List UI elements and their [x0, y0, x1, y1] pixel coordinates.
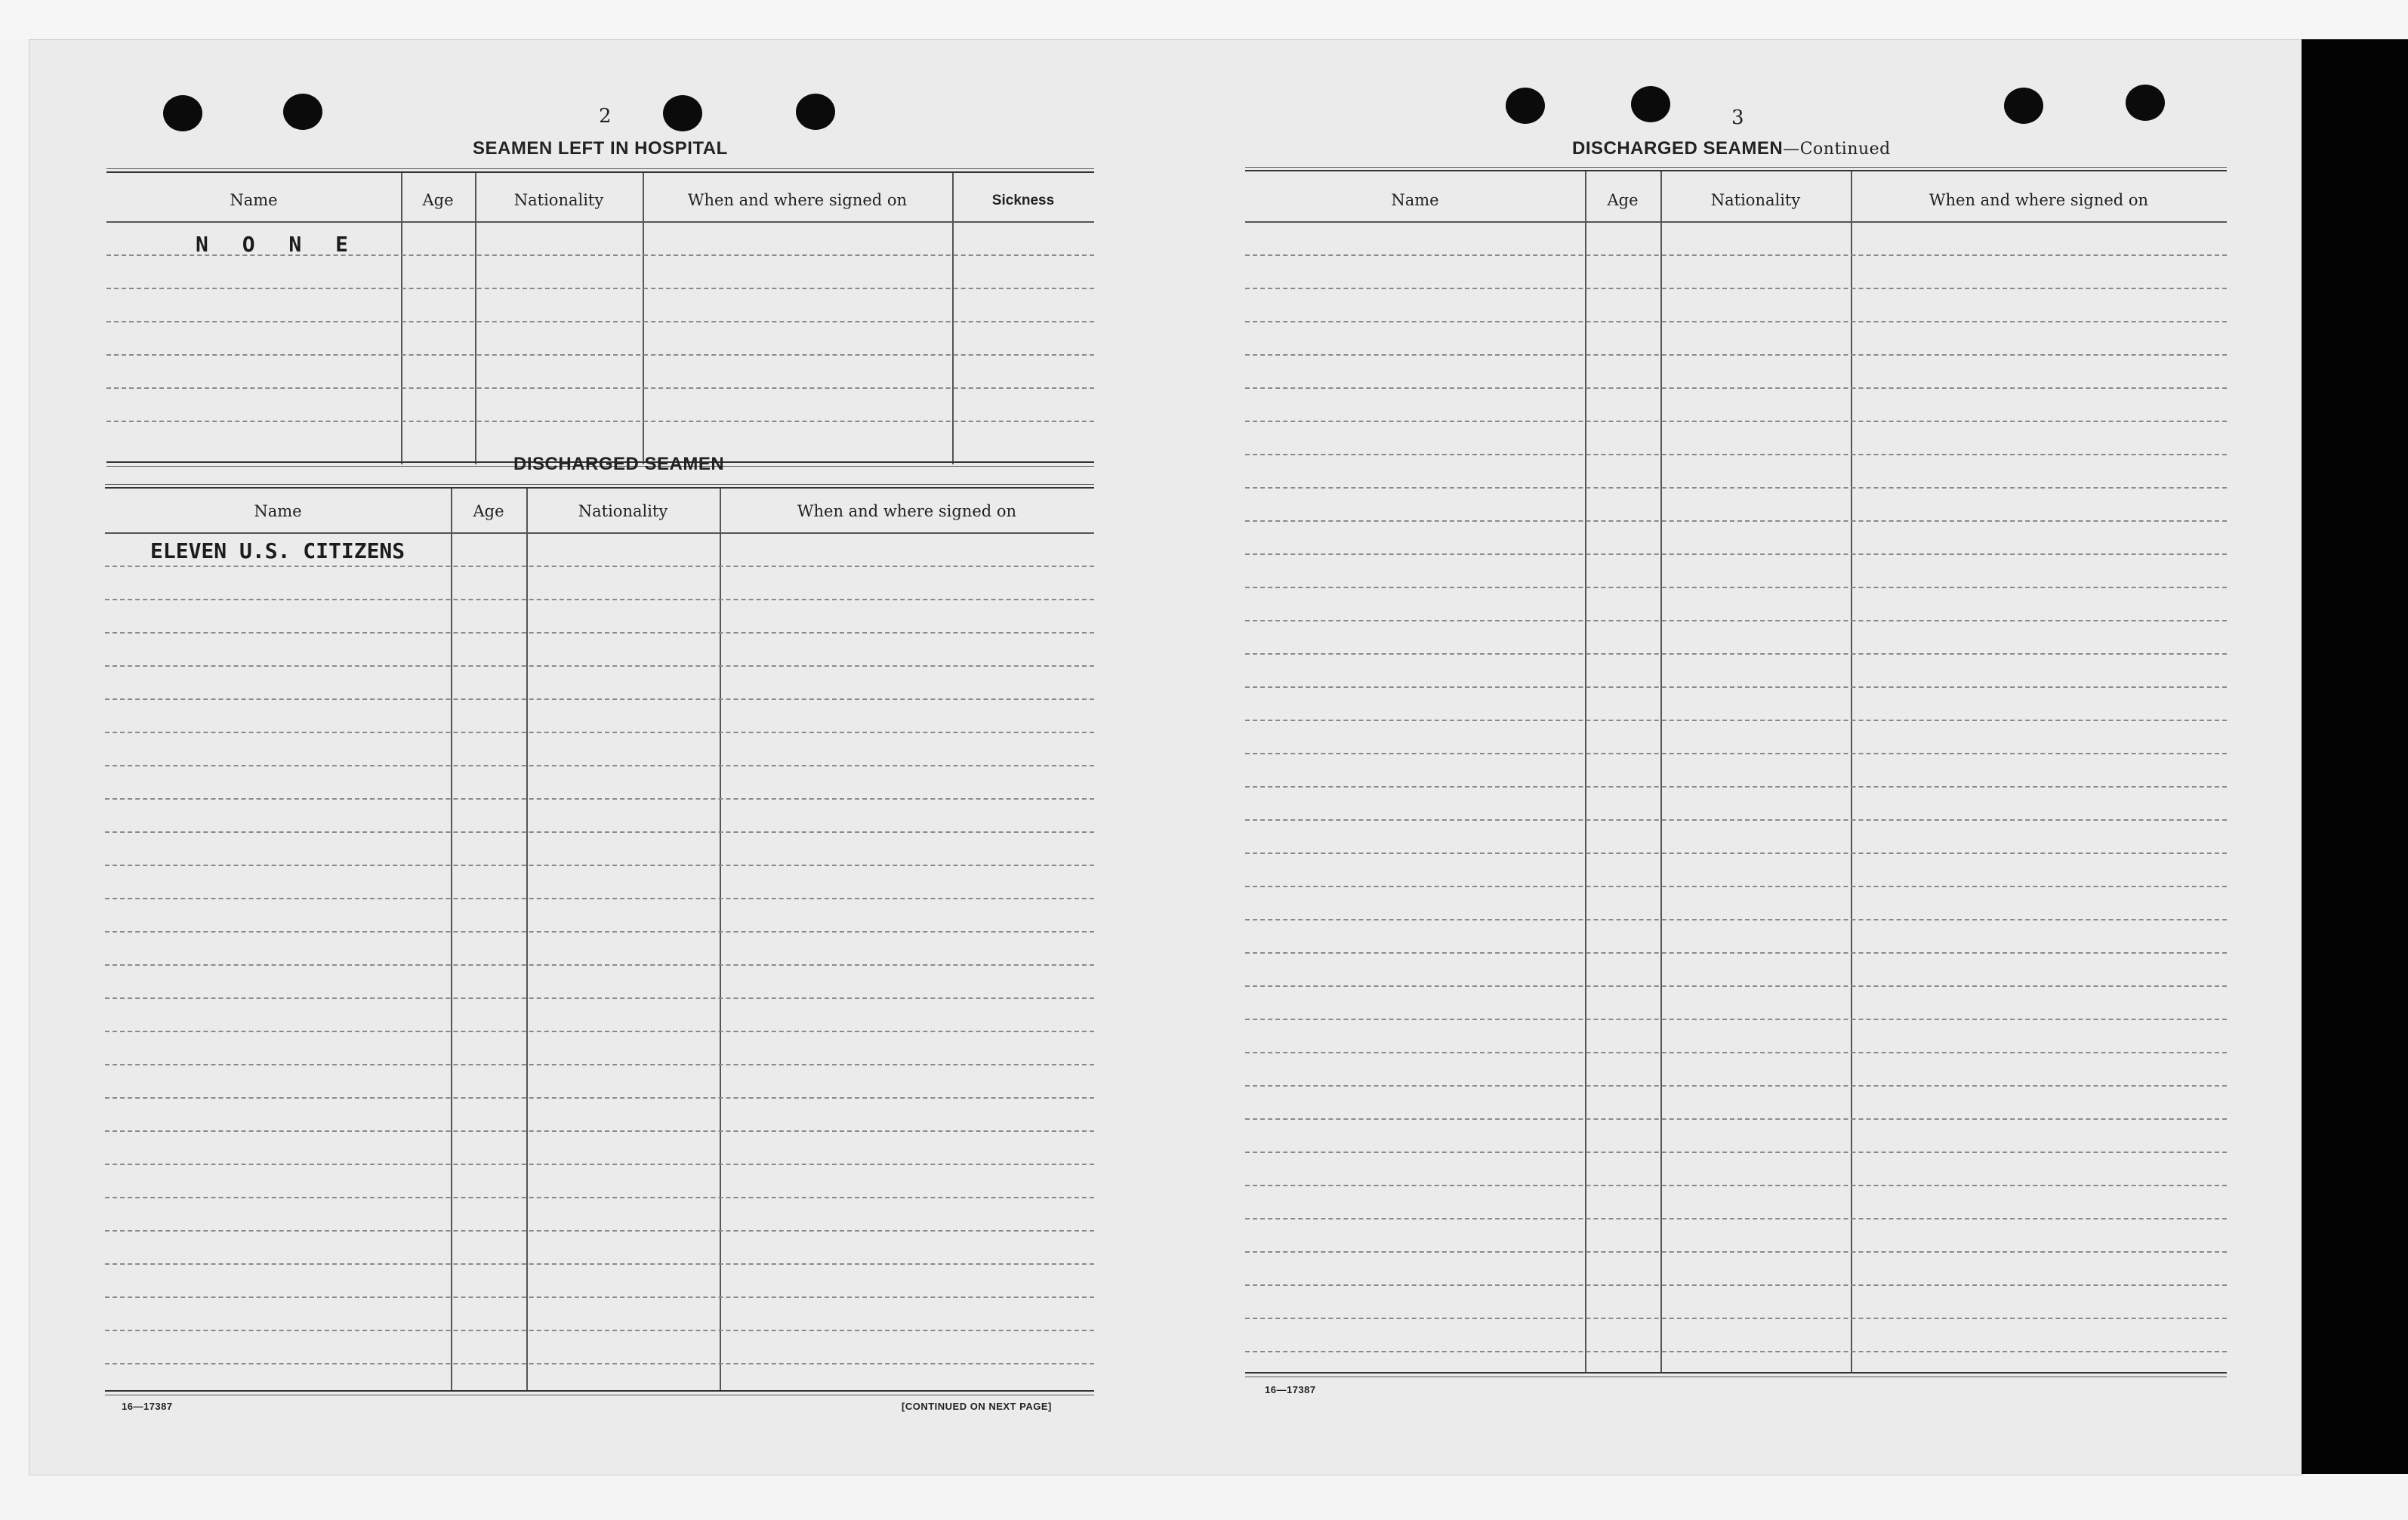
table-row: [1245, 254, 2227, 256]
table-row: [105, 632, 1094, 634]
column-header: Name: [1391, 191, 1439, 209]
table-bottom-rule: [105, 1390, 1094, 1395]
table-top-rule: [1245, 167, 2227, 171]
table-row: [105, 831, 1094, 833]
table-row: [1245, 520, 2227, 522]
table-row: [105, 1263, 1094, 1265]
table-row: [1245, 753, 2227, 754]
table-row: [105, 599, 1094, 600]
table-row: [1245, 1318, 2227, 1319]
table-row: [105, 732, 1094, 733]
punch-hole: [2004, 88, 2043, 124]
table-row: [1245, 387, 2227, 389]
form-number: 16—17387: [1265, 1384, 1316, 1395]
table-row: [105, 1130, 1094, 1132]
table-row: [1245, 1218, 2227, 1219]
punch-hole: [1631, 86, 1670, 122]
column-header: Age: [1607, 191, 1639, 209]
form-sheet: [29, 39, 2303, 1475]
punch-hole: [283, 94, 322, 130]
table-row: [105, 1064, 1094, 1065]
column-header: Name: [230, 191, 278, 209]
column-divider: [451, 489, 452, 1392]
column-header: Age: [473, 502, 504, 520]
header-divider: [105, 532, 1094, 534]
header-divider: [106, 221, 1094, 223]
table-row: [1245, 786, 2227, 788]
column-header: Nationality: [513, 191, 604, 209]
table-row: [1245, 620, 2227, 621]
discharged-table: [105, 484, 1094, 1401]
table-row: [1245, 653, 2227, 655]
table-row: [1245, 1118, 2227, 1120]
continued-note: [CONTINUED ON NEXT PAGE]: [902, 1401, 1052, 1412]
table-row: [1245, 720, 2227, 721]
table-row: [1245, 819, 2227, 821]
table-row: [1245, 421, 2227, 422]
table-row: [105, 865, 1094, 866]
scan-right-border: [2302, 39, 2408, 1474]
table-row: [106, 421, 1094, 422]
table-row: [1245, 1284, 2227, 1286]
table-row: [105, 997, 1094, 999]
table-row: [105, 898, 1094, 899]
column-header: When and where signed on: [1929, 191, 2149, 209]
section-title-discharged-continued: [1572, 138, 1891, 159]
hospital-table: [106, 168, 1094, 470]
section-title-hospital: SEAMEN LEFT IN HOSPITAL: [473, 138, 728, 159]
table-row: [105, 798, 1094, 800]
table-row: [1245, 354, 2227, 356]
table-row: [105, 1031, 1094, 1032]
column-divider: [720, 489, 721, 1392]
table-top-rule: [106, 168, 1094, 173]
page-number: 2: [599, 105, 612, 128]
table-row: [105, 665, 1094, 667]
column-header: Age: [422, 191, 454, 209]
column-header: Nationality: [578, 502, 668, 520]
table-row: [1245, 886, 2227, 887]
section-title-suffix: —Continued: [1783, 140, 1891, 159]
hospital-entry: N O N E: [196, 232, 359, 257]
table-row: [1245, 288, 2227, 289]
table-row: [105, 566, 1094, 567]
table-row: [1245, 686, 2227, 688]
column-divider: [1660, 171, 1662, 1374]
table-row: [106, 321, 1094, 322]
table-row: [1245, 587, 2227, 588]
section-title-discharged: DISCHARGED SEAMEN: [513, 454, 725, 474]
table-row: [105, 1197, 1094, 1198]
punch-hole: [1506, 88, 1545, 124]
punch-hole: [796, 94, 835, 130]
table-row: [1245, 952, 2227, 954]
table-row: [1245, 321, 2227, 322]
table-row: [1245, 985, 2227, 987]
table-row: [1245, 919, 2227, 920]
punch-hole: [163, 95, 202, 131]
column-header: When and where signed on: [687, 191, 908, 209]
table-bottom-rule: [1245, 1372, 2227, 1377]
table-row: [1245, 487, 2227, 489]
table-row: [1245, 1052, 2227, 1053]
table-row: [1245, 1019, 2227, 1020]
section-title-text: DISCHARGED SEAMEN: [1572, 138, 1784, 159]
discharged-entry: ELEVEN U.S. CITIZENS: [150, 538, 405, 563]
table-row: [1245, 1251, 2227, 1253]
scan-top-margin: [0, 0, 2408, 39]
form-number: 16—17387: [122, 1401, 173, 1412]
table-row: [105, 931, 1094, 933]
column-divider: [1585, 171, 1586, 1374]
table-row: [105, 1164, 1094, 1165]
page-number: 3: [1731, 106, 1744, 129]
table-row: [106, 387, 1094, 389]
table-row: [1245, 454, 2227, 455]
table-row: [105, 698, 1094, 700]
table-row: [1245, 1351, 2227, 1352]
table-row: [1245, 1185, 2227, 1186]
column-header: When and where signed on: [797, 502, 1017, 520]
column-divider: [526, 489, 528, 1392]
table-row: [1245, 852, 2227, 854]
table-row: [105, 1097, 1094, 1099]
table-row: [105, 964, 1094, 966]
column-header: Name: [254, 502, 302, 520]
discharged-continued-table: [1245, 167, 2227, 1383]
table-row: [1245, 1085, 2227, 1087]
header-divider: [1245, 221, 2227, 223]
table-top-rule: [105, 484, 1094, 489]
column-header: Nationality: [1710, 191, 1801, 209]
table-row: [105, 1296, 1094, 1298]
table-row: [105, 765, 1094, 766]
column-header: Sickness: [991, 193, 1055, 208]
punch-hole: [2126, 85, 2165, 121]
table-row: [106, 354, 1094, 356]
column-divider: [1851, 171, 1852, 1374]
table-row: [1245, 553, 2227, 555]
punch-hole: [663, 95, 702, 131]
table-row: [1245, 1152, 2227, 1153]
table-row: [105, 1330, 1094, 1331]
table-row: [105, 1230, 1094, 1232]
table-row: [106, 288, 1094, 289]
table-row: [105, 1363, 1094, 1364]
